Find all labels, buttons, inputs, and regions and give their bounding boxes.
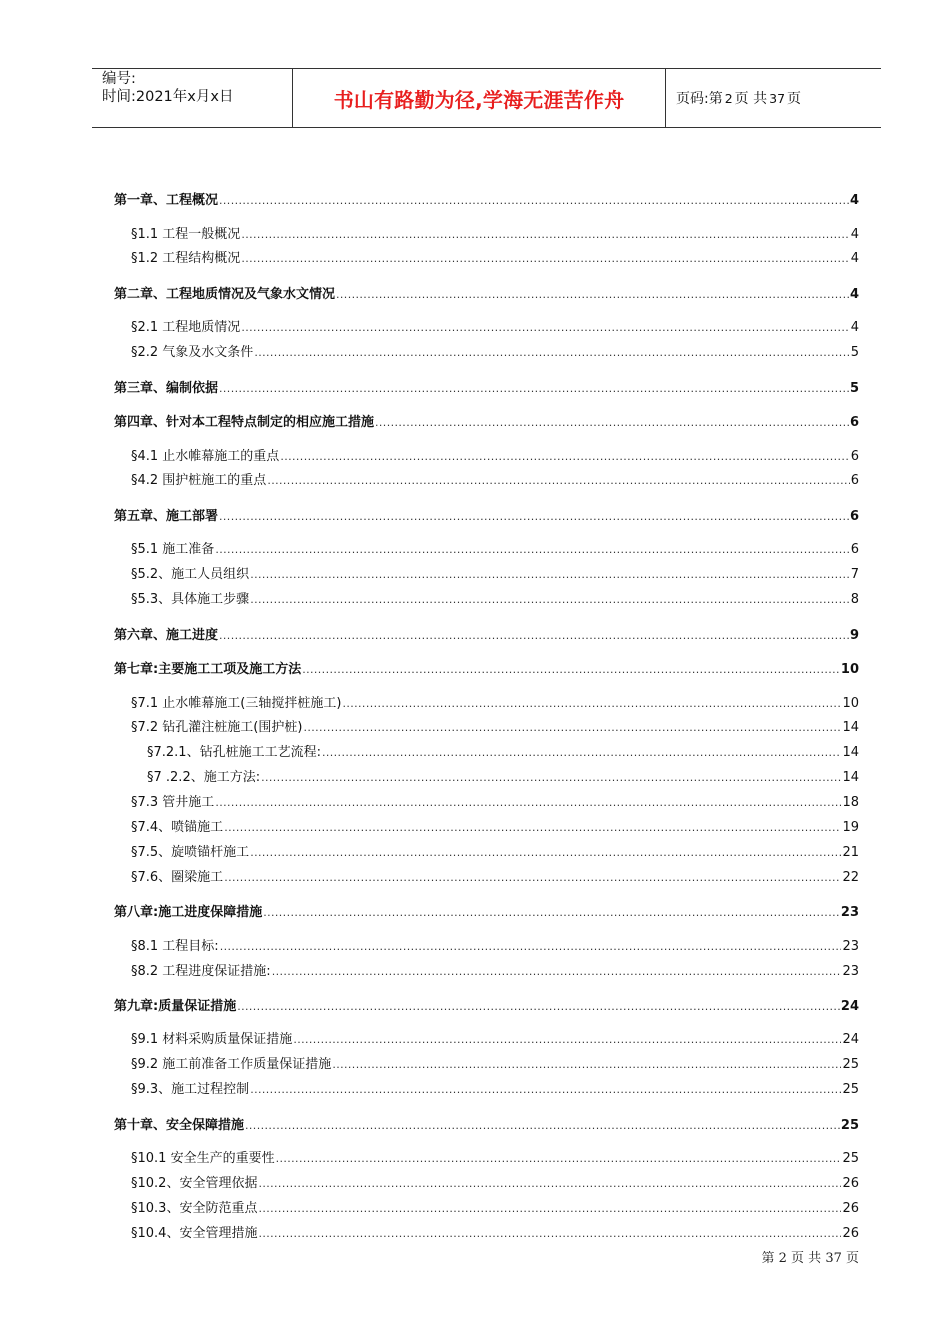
- toc-entry-page: 14: [842, 720, 859, 736]
- toc-entry-title: §8.1 工程目标:: [131, 938, 219, 954]
- toc-entry-title: §9.3、施工过程控制: [131, 1082, 250, 1098]
- toc-entry-title: §7.2 钻孔灌注桩施工(围护桩): [131, 720, 303, 736]
- toc-section-entry[interactable]: [114, 935, 859, 960]
- toc-dot-leader: [241, 316, 849, 341]
- toc-entry-page: 9: [849, 627, 859, 643]
- toc-entry-title: §5.2、施工人员组织: [131, 567, 250, 583]
- toc-dot-leader: [224, 866, 841, 891]
- toc-section-entry[interactable]: [114, 716, 859, 741]
- toc-dot-leader: [219, 504, 849, 529]
- header-page-indicator: [666, 69, 881, 127]
- toc-dot-leader: [250, 1078, 841, 1103]
- toc-entry-title: §7.5、旋喷锚杆施工: [131, 844, 250, 860]
- toc-entry-title: §2.1 工程地质情况: [131, 320, 241, 336]
- toc-entry-title: §2.2 气象及水文条件: [131, 345, 254, 361]
- toc-entry-page: 21: [842, 844, 859, 860]
- toc-entry-title: 第一章、工程概况: [114, 193, 219, 208]
- toc-entry-page: 6: [850, 448, 859, 464]
- toc-entry-title: §1.1 工程一般概况: [131, 226, 241, 242]
- toc-entry-title: 第十章、安全保障措施: [114, 1117, 245, 1133]
- page-header: [92, 68, 881, 128]
- toc-section-entry[interactable]: [114, 1172, 859, 1197]
- toc-chapter-entry[interactable]: [114, 282, 859, 307]
- toc-entry-title: 第三章、编制依据: [114, 380, 219, 396]
- toc-entry-title: §4.1 止水帷幕施工的重点: [131, 448, 280, 464]
- toc-dot-leader: [219, 376, 849, 401]
- toc-entry-title: §10.4、安全管理措施: [131, 1225, 258, 1241]
- toc-dot-leader: [258, 1172, 841, 1197]
- toc-dot-leader: [219, 188, 849, 213]
- toc-dot-leader: [272, 960, 842, 985]
- toc-dot-leader: [237, 994, 840, 1019]
- toc-dot-leader: [261, 766, 841, 791]
- toc-entry-page: 23: [842, 938, 859, 954]
- toc-entry-page: 26: [842, 1175, 859, 1191]
- toc-dot-leader: [342, 692, 841, 717]
- toc-chapter-entry[interactable]: [114, 410, 859, 435]
- page-suffix: 页: [787, 91, 802, 107]
- toc-entry-title: 第四章、针对本工程特点制定的相应施工措施: [114, 415, 375, 431]
- toc-dot-leader: [241, 223, 849, 248]
- toc-entry-title: 第六章、施工进度: [114, 627, 219, 643]
- toc-dot-leader: [245, 1113, 840, 1138]
- toc-entry-page: 4: [849, 193, 859, 208]
- toc-dot-leader: [241, 247, 849, 272]
- toc-entry-page: 24: [842, 1032, 859, 1048]
- toc-entry-title: §1.2 工程结构概况: [131, 251, 241, 267]
- time-label: 时间:2021年x月x日: [102, 89, 234, 105]
- toc-dot-leader: [258, 1222, 841, 1247]
- toc-entry-page: 25: [842, 1082, 859, 1098]
- toc-dot-leader: [250, 563, 850, 588]
- toc-entry-title: §5.3、具体施工步骤: [131, 592, 250, 608]
- toc-section-entry[interactable]: [114, 223, 859, 248]
- toc-dot-leader: [322, 741, 841, 766]
- toc-dot-leader: [254, 341, 849, 366]
- toc-entry-page: 10: [840, 662, 859, 678]
- toc-chapter-entry[interactable]: [114, 900, 859, 925]
- toc-section-entry[interactable]: [114, 791, 859, 816]
- toc-entry-title: §10.1 安全生产的重要性: [131, 1151, 275, 1167]
- toc-section-entry[interactable]: [114, 1197, 859, 1222]
- toc-entry-title: 第八章:施工进度保障措施: [114, 905, 263, 921]
- toc-entry-page: 4: [850, 320, 859, 336]
- toc-section-entry[interactable]: [114, 1222, 859, 1247]
- toc-section-entry[interactable]: [114, 588, 859, 613]
- toc-chapter-entry[interactable]: [114, 376, 859, 401]
- toc-dot-leader: [224, 816, 841, 841]
- toc-entry-page: 14: [842, 745, 859, 761]
- toc-chapter-entry[interactable]: [114, 1113, 859, 1138]
- toc-entry-page: 25: [842, 1151, 859, 1167]
- toc-entry-page: 6: [850, 473, 859, 489]
- toc-entry-title: §10.3、安全防范重点: [131, 1200, 258, 1216]
- toc-section-entry[interactable]: [114, 445, 859, 470]
- toc-section-entry[interactable]: [114, 563, 859, 588]
- toc-section-entry[interactable]: [114, 741, 859, 766]
- toc-dot-leader: [220, 935, 842, 960]
- toc-entry-page: 5: [850, 345, 859, 361]
- toc-entry-title: §7 .2.2、施工方法:: [147, 770, 261, 786]
- toc-entry-title: 第七章:主要施工工项及施工方法: [114, 662, 302, 678]
- toc-section-entry[interactable]: [114, 341, 859, 366]
- toc-section-entry[interactable]: [114, 538, 859, 563]
- toc-entry-page: 26: [842, 1225, 859, 1241]
- toc-entry-title: §7.6、圈梁施工: [131, 869, 224, 885]
- toc-entry-page: 4: [850, 226, 859, 242]
- toc-entry-page: 4: [850, 251, 859, 267]
- toc-section-entry[interactable]: [114, 960, 859, 985]
- header-meta: [92, 69, 293, 127]
- toc-entry-page: 6: [849, 415, 859, 431]
- toc-chapter-entry[interactable]: [114, 994, 859, 1019]
- toc-chapter-entry[interactable]: [114, 504, 859, 529]
- page-total: 37: [769, 90, 786, 106]
- toc-section-entry[interactable]: [114, 469, 859, 494]
- toc-entry-page: 22: [842, 869, 859, 885]
- toc-section-entry[interactable]: [114, 766, 859, 791]
- toc-section-entry[interactable]: [114, 866, 859, 891]
- toc-entry-title: §7.2.1、钻孔桩施工工艺流程:: [147, 745, 321, 761]
- toc-dot-leader: [302, 657, 840, 682]
- toc-entry-page: 25: [840, 1117, 859, 1133]
- toc-entry-title: §9.1 材料采购质量保证措施: [131, 1032, 293, 1048]
- page-footer: 第 2 页 共 37 页: [761, 1251, 859, 1266]
- page-current: 2: [724, 90, 733, 106]
- toc-entry-title: §9.2 施工前准备工作质量保证措施: [131, 1057, 332, 1073]
- toc-entry-page: 5: [849, 380, 859, 396]
- toc-section-entry[interactable]: [114, 1028, 859, 1053]
- toc-entry-title: 第九章:质量保证措施: [114, 998, 237, 1014]
- toc-dot-leader: [219, 623, 849, 648]
- toc-entry-page: 6: [850, 542, 859, 558]
- toc-entry-page: 7: [850, 567, 859, 583]
- toc-entry-page: 8: [850, 592, 859, 608]
- toc-dot-leader: [250, 588, 850, 613]
- toc-dot-leader: [303, 716, 841, 741]
- toc-entry-page: 25: [842, 1057, 859, 1073]
- toc-section-entry[interactable]: [114, 816, 859, 841]
- toc-entry-title: §4.2 围护桩施工的重点: [131, 473, 267, 489]
- toc-entry-title: 第二章、工程地质情况及气象水文情况: [114, 286, 336, 302]
- toc-entry-title: §5.1 施工准备: [131, 542, 215, 558]
- toc-chapter-entry[interactable]: [114, 188, 859, 213]
- toc-dot-leader: [280, 445, 849, 470]
- toc-section-entry[interactable]: [114, 316, 859, 341]
- toc-section-entry[interactable]: [114, 1053, 859, 1078]
- toc-entry-page: 14: [842, 770, 859, 786]
- toc-dot-leader: [215, 538, 849, 563]
- toc-entry-page: 19: [842, 819, 859, 835]
- toc-entry-title: §8.2 工程进度保证措施:: [131, 963, 271, 979]
- toc-entry-page: 10: [842, 695, 859, 711]
- serial-label: 编号:: [102, 71, 136, 87]
- table-of-contents: [114, 188, 859, 1247]
- toc-entry-page: 26: [842, 1200, 859, 1216]
- toc-entry-title: §7.4、喷锚施工: [131, 819, 224, 835]
- toc-dot-leader: [332, 1053, 841, 1078]
- toc-dot-leader: [267, 469, 849, 494]
- toc-dot-leader: [336, 282, 849, 307]
- toc-entry-title: §10.2、安全管理依据: [131, 1175, 258, 1191]
- toc-section-entry[interactable]: [114, 692, 859, 717]
- toc-dot-leader: [215, 791, 841, 816]
- page-middle: 页 共: [734, 91, 768, 107]
- toc-dot-leader: [276, 1147, 842, 1172]
- toc-entry-page: 23: [840, 905, 859, 921]
- toc-dot-leader: [258, 1197, 841, 1222]
- toc-dot-leader: [293, 1028, 841, 1053]
- toc-chapter-entry[interactable]: [114, 623, 859, 648]
- toc-section-entry[interactable]: [114, 1078, 859, 1103]
- toc-section-entry[interactable]: [114, 1147, 859, 1172]
- toc-section-entry[interactable]: [114, 841, 859, 866]
- toc-section-entry[interactable]: [114, 247, 859, 272]
- header-motto: 书山有路勤为径,学海无涯苦作舟: [293, 69, 666, 127]
- toc-entry-title: §7.1 止水帷幕施工(三轴搅拌桩施工): [131, 695, 342, 711]
- toc-chapter-entry[interactable]: [114, 657, 859, 682]
- toc-entry-page: 4: [849, 286, 859, 302]
- toc-entry-page: 18: [842, 795, 859, 811]
- toc-dot-leader: [263, 900, 840, 925]
- toc-entry-title: §7.3 管井施工: [131, 795, 215, 811]
- toc-entry-title: 第五章、施工部署: [114, 508, 219, 524]
- toc-entry-page: 23: [842, 963, 859, 979]
- toc-entry-page: 6: [849, 508, 859, 524]
- toc-dot-leader: [250, 841, 841, 866]
- page-prefix: 页码:第: [676, 91, 723, 107]
- toc-entry-page: 24: [840, 998, 859, 1014]
- toc-dot-leader: [375, 410, 849, 435]
